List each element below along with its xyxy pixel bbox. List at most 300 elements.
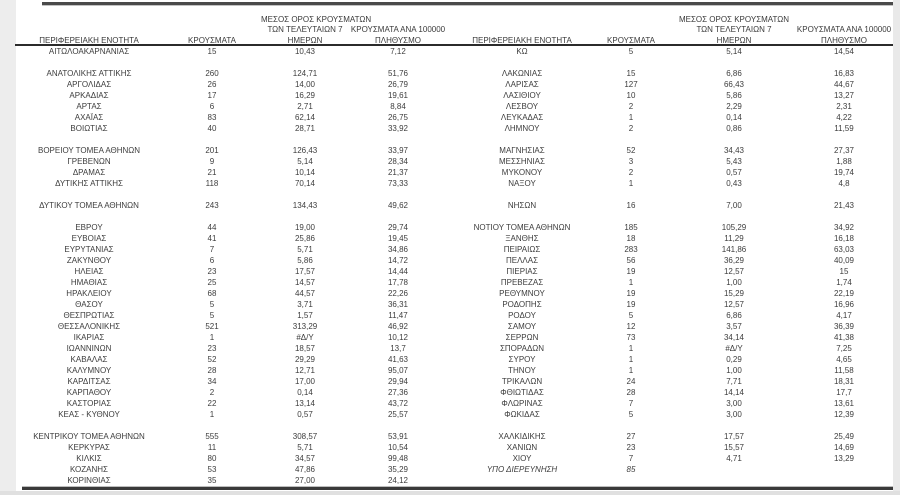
avg7-cell: 7,00 bbox=[726, 201, 742, 210]
cases-cell: 7 bbox=[628, 454, 634, 463]
region-cell: ΑΡΓΟΛΙΔΑΣ bbox=[66, 80, 112, 89]
region-cell: ΘΕΣΣΑΛΟΝΙΚΗΣ bbox=[57, 322, 121, 331]
avg7-cell: 36,29 bbox=[723, 256, 745, 265]
cases-cell: 24 bbox=[626, 377, 636, 386]
table-body-left bbox=[15, 46, 447, 486]
cases-cell: 85 bbox=[626, 465, 636, 474]
per100k-cell: 53,91 bbox=[387, 432, 409, 441]
avg7-cell: 2,71 bbox=[297, 102, 313, 111]
region-cell: ΕΥΒΟΙΑΣ bbox=[71, 234, 107, 243]
region-cell: ΦΘΙΩΤΙΔΑΣ bbox=[500, 388, 544, 397]
table-row bbox=[455, 431, 893, 442]
per100k-cell: 41,63 bbox=[387, 355, 409, 364]
cases-cell: 23 bbox=[626, 443, 636, 452]
cases-cell: 6 bbox=[209, 256, 215, 265]
avg7-cell: 34,43 bbox=[723, 146, 745, 155]
cases-cell: 1 bbox=[628, 278, 634, 287]
per100k-cell: 63,03 bbox=[833, 245, 855, 254]
header-region bbox=[455, 6, 589, 46]
avg7-cell: 3,00 bbox=[726, 410, 742, 419]
avg7-cell bbox=[673, 464, 795, 475]
cases-cell: 80 bbox=[207, 454, 217, 463]
table-row bbox=[15, 68, 447, 79]
table-row bbox=[15, 156, 447, 167]
avg7-cell: 126,43 bbox=[292, 146, 318, 155]
region-cell: ΚΕΑΣ - ΚΥΘΝΟΥ bbox=[58, 410, 120, 419]
region-cell: ΣΠΟΡΑΔΩΝ bbox=[499, 344, 545, 353]
region-cell: ΙΩΑΝΝΙΝΩΝ bbox=[66, 344, 112, 353]
avg7-cell: 13,14 bbox=[294, 399, 316, 408]
per100k-cell: 33,97 bbox=[387, 146, 409, 155]
cases-cell: 15 bbox=[626, 69, 636, 78]
per100k-cell: 29,74 bbox=[387, 223, 409, 232]
per100k-cell: 26,75 bbox=[387, 113, 409, 122]
table-row bbox=[455, 255, 893, 266]
cases-cell: 52 bbox=[626, 146, 636, 155]
region-cell: ΚΑΡΠΑΘΟΥ bbox=[66, 388, 112, 397]
table-row bbox=[455, 464, 893, 475]
header-cases bbox=[589, 6, 673, 46]
table-row bbox=[455, 321, 893, 332]
header-row bbox=[455, 6, 893, 46]
region-cell: ΕΥΡΥΤΑΝΙΑΣ bbox=[64, 245, 114, 254]
region-cell: ΝΟΤΙΟΥ ΤΟΜΕΑ ΑΘΗΝΩΝ bbox=[473, 223, 571, 232]
per100k-cell bbox=[795, 464, 893, 475]
table-row bbox=[455, 101, 893, 112]
avg7-cell: 124,71 bbox=[292, 69, 318, 78]
cases-cell: 19 bbox=[626, 300, 636, 309]
per100k-cell: 14,54 bbox=[833, 47, 855, 56]
per100k-cell: 73,33 bbox=[387, 179, 409, 188]
table-row bbox=[455, 156, 893, 167]
spacer-cell bbox=[15, 211, 447, 222]
table-row bbox=[455, 299, 893, 310]
spacer-row bbox=[455, 57, 893, 68]
avg7-cell: 0,86 bbox=[726, 124, 742, 133]
header-avg7: ΜΕΣΟΣ ΟΡΟΣ ΚΡΟΥΣΜΑΤΩΝ ΤΩΝ ΤΕΛΕΥΤΑΙΩΝ 7 ΗΜΕΡΩΝ bbox=[261, 14, 372, 45]
spacer-cell bbox=[455, 189, 893, 200]
avg7-cell: 5,14 bbox=[726, 47, 742, 56]
per100k-cell: 29,94 bbox=[387, 377, 409, 386]
table-row bbox=[455, 398, 893, 409]
avg7-cell: 4,71 bbox=[726, 454, 742, 463]
per100k-cell: 34,86 bbox=[387, 245, 409, 254]
avg7-cell: 0,29 bbox=[726, 355, 742, 364]
per100k-cell: 33,92 bbox=[387, 124, 409, 133]
cases-cell: 118 bbox=[205, 179, 219, 188]
header-region bbox=[15, 6, 163, 46]
table-row bbox=[455, 46, 893, 57]
table-row bbox=[455, 453, 893, 464]
header-cases bbox=[163, 6, 261, 46]
per100k-cell: 13,61 bbox=[833, 399, 855, 408]
per100k-cell: 19,61 bbox=[387, 91, 409, 100]
per100k-cell: 51,76 bbox=[387, 69, 409, 78]
cases-cell: 26 bbox=[207, 80, 217, 89]
table-row bbox=[15, 464, 447, 475]
avg7-cell: 29,29 bbox=[294, 355, 316, 364]
cases-cell: 243 bbox=[205, 201, 219, 210]
region-cell: ΡΟΔΟΠΗΣ bbox=[502, 300, 542, 309]
header-cases-label: ΚΡΟΥΣΜΑΤΑ bbox=[607, 35, 655, 45]
region-cell: ΠΕΙΡΑΙΩΣ bbox=[503, 245, 541, 254]
cases-cell: 52 bbox=[207, 355, 217, 364]
region-cell: ΥΠΟ ΔΙΕΡΕΥΝΗΣΗ bbox=[486, 465, 558, 474]
cases-cell: 23 bbox=[207, 267, 217, 276]
table-row bbox=[15, 343, 447, 354]
cases-cell: 1 bbox=[628, 366, 634, 375]
table-header-right bbox=[455, 6, 893, 46]
avg7-cell: 0,14 bbox=[726, 113, 742, 122]
table-row bbox=[15, 442, 447, 453]
region-cell: ΡΕΘΥΜΝΟΥ bbox=[499, 289, 545, 298]
region-cell: ΛΕΥΚΑΔΑΣ bbox=[500, 113, 544, 122]
region-cell: ΘΕΣΠΡΩΤΙΑΣ bbox=[63, 311, 115, 320]
per100k-cell: 4,65 bbox=[836, 355, 852, 364]
per100k-cell: 4,17 bbox=[836, 311, 852, 320]
cases-cell: 2 bbox=[628, 102, 634, 111]
per100k-cell: 34,92 bbox=[833, 223, 855, 232]
table-row bbox=[455, 90, 893, 101]
cases-cell: 2 bbox=[628, 168, 634, 177]
per100k-cell: 24,12 bbox=[387, 476, 409, 485]
spacer-row bbox=[455, 211, 893, 222]
header-cases-label: ΚΡΟΥΣΜΑΤΑ bbox=[188, 35, 236, 45]
avg7-cell: 18,57 bbox=[294, 344, 316, 353]
table-row bbox=[15, 167, 447, 178]
per100k-cell: 11,47 bbox=[388, 311, 408, 320]
avg7-cell: 19,00 bbox=[294, 223, 316, 232]
table-row bbox=[455, 266, 893, 277]
region-cell: ΑΡΤΑΣ bbox=[76, 102, 102, 111]
avg7-cell: 3,00 bbox=[726, 399, 742, 408]
region-cell: ΜΑΓΝΗΣΙΑΣ bbox=[499, 146, 545, 155]
table-row bbox=[455, 178, 893, 189]
region-cell: ΦΩΚΙΔΑΣ bbox=[504, 410, 540, 419]
cases-cell: 19 bbox=[626, 289, 636, 298]
cases-cell: 35 bbox=[207, 476, 217, 485]
cases-cell: 34 bbox=[207, 377, 217, 386]
per100k-cell: 19,45 bbox=[387, 234, 409, 243]
avg7-cell: 5,71 bbox=[297, 443, 313, 452]
avg7-cell: 70,14 bbox=[294, 179, 316, 188]
cases-cell: 6 bbox=[209, 102, 215, 111]
region-cell: ΠΡΕΒΕΖΑΣ bbox=[500, 278, 544, 287]
per100k-cell: 7,25 bbox=[836, 344, 852, 353]
cases-cell: 68 bbox=[207, 289, 217, 298]
per100k-cell: 46,92 bbox=[387, 322, 409, 331]
page-bottom-margin bbox=[0, 491, 900, 495]
per100k-cell: 4,8 bbox=[838, 179, 850, 188]
table-row bbox=[455, 79, 893, 90]
cases-cell: 521 bbox=[205, 322, 219, 331]
avg7-cell: 44,57 bbox=[294, 289, 316, 298]
table-row bbox=[455, 354, 893, 365]
table-row bbox=[15, 123, 447, 134]
avg7-cell: 1,00 bbox=[726, 278, 742, 287]
per100k-cell: 22,19 bbox=[833, 289, 855, 298]
avg7-cell: 34,57 bbox=[294, 454, 316, 463]
avg7-cell: 47,86 bbox=[294, 465, 316, 474]
per100k-cell: 10,12 bbox=[387, 333, 409, 342]
avg7-cell: 14,57 bbox=[294, 278, 316, 287]
avg7-cell: #Δ/Υ bbox=[725, 344, 743, 353]
table-row bbox=[455, 222, 893, 233]
cases-cell: 127 bbox=[624, 80, 638, 89]
cases-cell: 7 bbox=[628, 399, 634, 408]
cases-cell: 260 bbox=[205, 69, 219, 78]
per100k-cell: 14,44 bbox=[387, 267, 409, 276]
avg7-cell: 5,86 bbox=[726, 91, 742, 100]
per100k-cell: 11,59 bbox=[834, 124, 854, 133]
region-cell: ΞΑΝΘΗΣ bbox=[505, 234, 539, 243]
table-row bbox=[15, 431, 447, 442]
region-cell: ΑΝΑΤΟΛΙΚΗΣ ΑΤΤΙΚΗΣ bbox=[46, 69, 132, 78]
region-cell: ΚΟΖΑΝΗΣ bbox=[69, 465, 109, 474]
per100k-cell: 22,26 bbox=[387, 289, 409, 298]
spacer-row bbox=[15, 134, 447, 145]
table-row bbox=[15, 233, 447, 244]
cases-cell: 1 bbox=[628, 344, 634, 353]
region-cell: ΧΙΟΥ bbox=[512, 454, 532, 463]
avg7-cell: 10,43 bbox=[294, 47, 316, 56]
table-row bbox=[455, 277, 893, 288]
per100k-cell: 26,79 bbox=[387, 80, 409, 89]
region-cell: ΣΕΡΡΩΝ bbox=[505, 333, 539, 342]
region-cell: ΔΥΤΙΚΗΣ ΑΤΤΙΚΗΣ bbox=[55, 179, 123, 188]
cases-cell: 12 bbox=[626, 322, 636, 331]
table-bottom-rule bbox=[22, 486, 893, 490]
avg7-cell: 14,14 bbox=[723, 388, 745, 397]
avg7-cell: 14,00 bbox=[294, 80, 316, 89]
cases-cell: 5 bbox=[209, 311, 215, 320]
avg7-cell: 17,57 bbox=[723, 432, 745, 441]
cases-cell: 10 bbox=[626, 91, 636, 100]
region-cell: ΖΑΚΥΝΘΟΥ bbox=[66, 256, 112, 265]
per100k-cell: 35,29 bbox=[387, 465, 409, 474]
per100k-cell: 15 bbox=[839, 267, 849, 276]
header-row bbox=[15, 6, 447, 46]
cases-cell: 21 bbox=[207, 168, 217, 177]
avg7-cell: 5,86 bbox=[297, 256, 313, 265]
cases-cell: 11 bbox=[207, 443, 217, 452]
avg7-cell: 28,71 bbox=[294, 124, 316, 133]
spacer-cell bbox=[455, 57, 893, 68]
per100k-cell: 7,12 bbox=[390, 47, 406, 56]
table-row bbox=[455, 343, 893, 354]
avg7-cell: 12,71 bbox=[294, 366, 316, 375]
avg7-cell: 134,43 bbox=[292, 201, 318, 210]
table-row bbox=[15, 475, 447, 486]
table-row bbox=[455, 409, 893, 420]
region-cell: ΚΙΛΚΙΣ bbox=[76, 454, 102, 463]
page-left-margin bbox=[0, 0, 16, 495]
region-cell: ΚΟΡΙΝΘΙΑΣ bbox=[67, 476, 111, 485]
region-cell: ΚΕΡΚΥΡΑΣ bbox=[68, 443, 110, 452]
avg7-cell: 308,57 bbox=[292, 432, 318, 441]
region-cell: ΝΑΞΟΥ bbox=[508, 179, 536, 188]
table-row bbox=[15, 453, 447, 464]
avg7-cell: 5,71 bbox=[297, 245, 313, 254]
cases-cell: 18 bbox=[626, 234, 636, 243]
table-row bbox=[15, 101, 447, 112]
cases-cell: 56 bbox=[626, 256, 636, 265]
cases-cell: 28 bbox=[207, 366, 217, 375]
cases-cell: 5 bbox=[628, 311, 634, 320]
region-cell: ΚΑΣΤΟΡΙΑΣ bbox=[66, 399, 112, 408]
table-row bbox=[15, 200, 447, 211]
avg7-cell: 0,43 bbox=[726, 179, 742, 188]
per100k-cell: 12,39 bbox=[833, 410, 855, 419]
table-row bbox=[455, 244, 893, 255]
spacer-cell bbox=[455, 134, 893, 145]
cases-cell: 9 bbox=[209, 157, 215, 166]
cases-cell: 44 bbox=[207, 223, 217, 232]
per100k-cell: 1,74 bbox=[836, 278, 852, 287]
per100k-cell: 4,22 bbox=[836, 113, 852, 122]
per100k-cell: 25,57 bbox=[387, 410, 409, 419]
spacer-cell bbox=[15, 57, 447, 68]
cases-cell: 1 bbox=[209, 333, 215, 342]
avg7-cell: 3,71 bbox=[297, 300, 313, 309]
cases-cell: 7 bbox=[209, 245, 215, 254]
cases-cell: 1 bbox=[628, 113, 634, 122]
table-row bbox=[15, 321, 447, 332]
cases-cell: 53 bbox=[207, 465, 217, 474]
cases-cell: 28 bbox=[626, 388, 636, 397]
per100k-cell: 14,69 bbox=[833, 443, 855, 452]
avg7-cell: 11,29 bbox=[724, 234, 744, 243]
spacer-cell bbox=[15, 189, 447, 200]
header-per100k: ΚΡΟΥΣΜΑΤΑ ΑΝΑ 100000 ΠΛΗΘΥΣΜΟ bbox=[350, 25, 446, 45]
spacer-row bbox=[15, 189, 447, 200]
table-row bbox=[455, 442, 893, 453]
spacer-row bbox=[455, 134, 893, 145]
region-cell: ΗΛΕΙΑΣ bbox=[74, 267, 104, 276]
table-body-right bbox=[455, 46, 893, 475]
cases-cell: 5 bbox=[628, 47, 634, 56]
table-row bbox=[15, 277, 447, 288]
region-cell: ΝΗΣΩΝ bbox=[507, 201, 537, 210]
avg7-cell: 62,14 bbox=[294, 113, 316, 122]
table-row bbox=[15, 145, 447, 156]
per100k-cell: 2,31 bbox=[836, 102, 852, 111]
avg7-cell: 1,57 bbox=[297, 311, 313, 320]
avg7-cell: 0,14 bbox=[297, 388, 313, 397]
cases-cell: 40 bbox=[207, 124, 217, 133]
table-row bbox=[455, 310, 893, 321]
table-row bbox=[455, 200, 893, 211]
avg7-cell: 1,00 bbox=[726, 366, 742, 375]
table-row bbox=[455, 112, 893, 123]
region-cell: ΗΜΑΘΙΑΣ bbox=[70, 278, 108, 287]
region-cell: ΛΑΡΙΣΑΣ bbox=[505, 80, 539, 89]
region-cell: ΤΗΝΟΥ bbox=[508, 366, 536, 375]
spacer-row bbox=[15, 57, 447, 68]
cases-cell: 16 bbox=[626, 201, 636, 210]
spacer-row bbox=[455, 189, 893, 200]
cases-cell: 73 bbox=[626, 333, 636, 342]
header-avg7: ΜΕΣΟΣ ΟΡΟΣ ΚΡΟΥΣΜΑΤΩΝ ΤΩΝ ΤΕΛΕΥΤΑΙΩΝ 7 ΗΜΕΡΩΝ bbox=[678, 14, 790, 45]
table-row bbox=[15, 376, 447, 387]
avg7-cell: 313,29 bbox=[292, 322, 318, 331]
avg7-cell: 17,00 bbox=[294, 377, 316, 386]
region-cell: ΕΒΡΟΥ bbox=[75, 223, 103, 232]
avg7-cell: 34,14 bbox=[723, 333, 745, 342]
region-cell: ΜΕΣΣΗΝΙΑΣ bbox=[499, 157, 545, 166]
spacer-cell bbox=[455, 420, 893, 431]
region-cell: ΛΑΣΙΘΙΟΥ bbox=[503, 91, 541, 100]
header-region-label: ΠΕΡΙΦΕΡΕΙΑΚΗ ΕΝΟΤΗΤΑ bbox=[39, 35, 139, 45]
per100k-cell: 14,72 bbox=[387, 256, 409, 265]
per100k-cell: 40,09 bbox=[833, 256, 855, 265]
per100k-cell: 25,49 bbox=[833, 432, 855, 441]
spacer-row bbox=[455, 420, 893, 431]
region-cell: ΛΑΚΩΝΙΑΣ bbox=[501, 69, 543, 78]
spacer-cell bbox=[15, 420, 447, 431]
per100k-cell: 44,67 bbox=[833, 80, 855, 89]
avg7-cell: 66,43 bbox=[723, 80, 745, 89]
per100k-cell: 13,7 bbox=[390, 344, 406, 353]
cases-cell: 19 bbox=[626, 267, 636, 276]
region-cell: ΚΑΛΥΜΝΟΥ bbox=[66, 366, 112, 375]
spacer-cell bbox=[15, 134, 447, 145]
spacer-row bbox=[15, 420, 447, 431]
table-row bbox=[455, 365, 893, 376]
avg7-cell: 7,71 bbox=[726, 377, 742, 386]
avg7-cell: 17,57 bbox=[294, 267, 316, 276]
region-cell: ΔΡΑΜΑΣ bbox=[72, 168, 106, 177]
region-cell: ΛΗΜΝΟΥ bbox=[504, 124, 540, 133]
per100k-cell: 43,72 bbox=[387, 399, 409, 408]
per100k-cell: 16,18 bbox=[833, 234, 855, 243]
per100k-cell: 13,27 bbox=[833, 91, 855, 100]
region-cell: ΚΑΒΑΛΑΣ bbox=[70, 355, 108, 364]
per100k-cell: 21,43 bbox=[833, 201, 855, 210]
table-row bbox=[15, 299, 447, 310]
table-row bbox=[455, 387, 893, 398]
region-cell: ΣΥΡΟΥ bbox=[508, 355, 536, 364]
region-cell: ΠΕΛΛΑΣ bbox=[505, 256, 539, 265]
region-cell: ΚΑΡΔΙΤΣΑΣ bbox=[67, 377, 111, 386]
table-row bbox=[15, 387, 447, 398]
region-cell: ΒΟΡΕΙΟΥ ΤΟΜΕΑ ΑΘΗΝΩΝ bbox=[37, 146, 141, 155]
per100k-cell: 16,96 bbox=[833, 300, 855, 309]
table-row bbox=[455, 288, 893, 299]
avg7-cell: #Δ/Υ bbox=[296, 333, 314, 342]
table-row bbox=[15, 46, 447, 57]
table-row bbox=[15, 365, 447, 376]
cases-cell: 1 bbox=[628, 355, 634, 364]
region-cell: ΔΥΤΙΚΟΥ ΤΟΜΕΑ ΑΘΗΝΩΝ bbox=[39, 201, 139, 210]
table-header-left bbox=[15, 6, 447, 46]
region-cell: ΜΥΚΟΝΟΥ bbox=[501, 168, 543, 177]
table-row bbox=[15, 409, 447, 420]
per100k-cell: 10,54 bbox=[387, 443, 409, 452]
header-per100k: ΚΡΟΥΣΜΑΤΑ ΑΝΑ 100000 ΠΛΗΘΥΣΜΟ bbox=[796, 25, 892, 45]
cases-cell: 283 bbox=[624, 245, 638, 254]
region-cell: ΤΡΙΚΑΛΩΝ bbox=[501, 377, 543, 386]
per100k-cell: 36,31 bbox=[387, 300, 409, 309]
per100k-cell: 1,88 bbox=[836, 157, 852, 166]
cases-cell: 22 bbox=[207, 399, 217, 408]
avg7-cell: 3,57 bbox=[726, 322, 742, 331]
per100k-cell: 11,58 bbox=[834, 366, 854, 375]
cases-cell: 3 bbox=[628, 157, 634, 166]
avg7-cell: 6,86 bbox=[726, 311, 742, 320]
region-cell: ΑΙΤΩΛΟΑΚΑΡΝΑΝΙΑΣ bbox=[48, 47, 130, 56]
region-cell: ΠΙΕΡΙΑΣ bbox=[506, 267, 538, 276]
